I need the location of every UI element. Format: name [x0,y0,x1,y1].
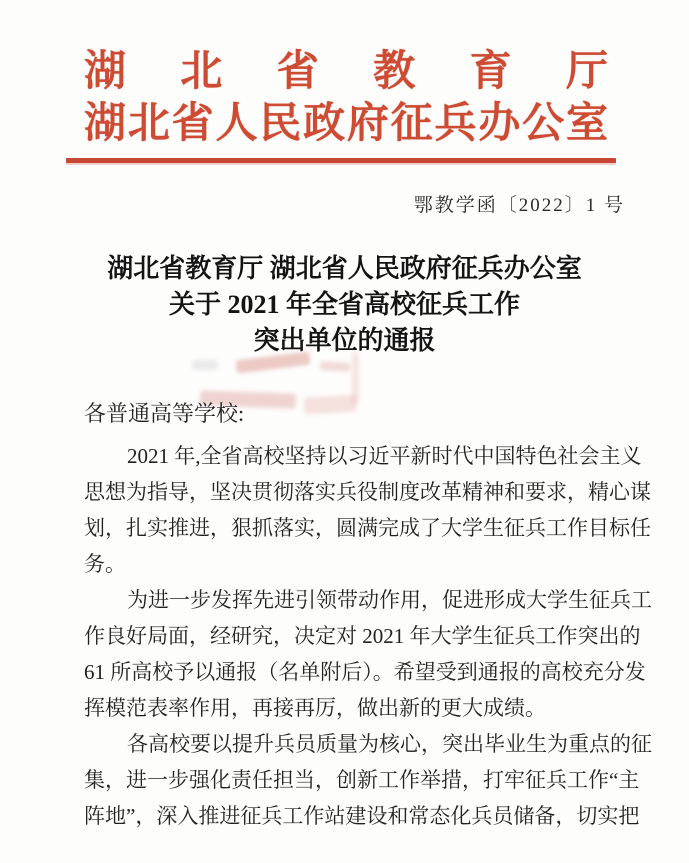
paragraph-2 [84,582,652,726]
document-number: 鄂教学函〔2022〕1 号 [413,195,625,216]
body-line: 阵地”，深入推进征兵工作站建设和常态化兵员储备，切实把 [84,804,640,828]
body-line: 各高校要以提升兵员质量为核心，突出毕业生为重点的征 [127,732,652,756]
body-line: 思想为指导，坚决贯彻落实兵役制度改革精神和要求，精心谋 [84,480,651,504]
body-line: 61 所高校予以通报（名单附后）。希望受到通报的高校充分发 [84,660,646,684]
title-line-3: 突出单位的通报 [253,326,436,355]
body-line: 划，扎实推进，狠抓落实，圆满完成了大学生征兵工作目标任 [84,516,651,540]
body-line: 作良好局面，经研究，决定对 2021 年大学生征兵工作突出的 [84,624,641,648]
document-body [84,394,652,834]
stamp-fragment [192,360,218,370]
paragraph-3 [84,726,652,834]
title-line-2: 关于 2021 年全省高校征兵工作 [168,290,520,319]
body-line: 2021 年,全省高校坚持以习近平新时代中国特色社会主义 [127,444,642,468]
title-line-1: 湖北省教育厅 湖北省人民政府征兵办公室 [107,254,582,283]
document-title [0,251,689,359]
body-line: 务。 [84,552,126,576]
salutation: 各普通高等学校: [84,401,245,426]
letterhead [84,46,608,150]
paragraph-1 [84,438,651,582]
body-line: 集，进一步强化责任担当，创新工作举措，打牢征兵工作“主 [84,768,640,792]
org-name-line-2: 湖北省人民政府征兵办公室 [84,101,608,147]
body-line: 挥模范表率作用，再接再厉，做出新的更大成绩。 [84,696,546,720]
org-name-line-1: 湖北省教育厅 [84,49,608,95]
red-divider-line [66,158,616,163]
stamp-fragment [320,361,351,372]
body-line: 为进一步发挥先进引领带动作用，促进形成大学生征兵工 [127,588,652,612]
